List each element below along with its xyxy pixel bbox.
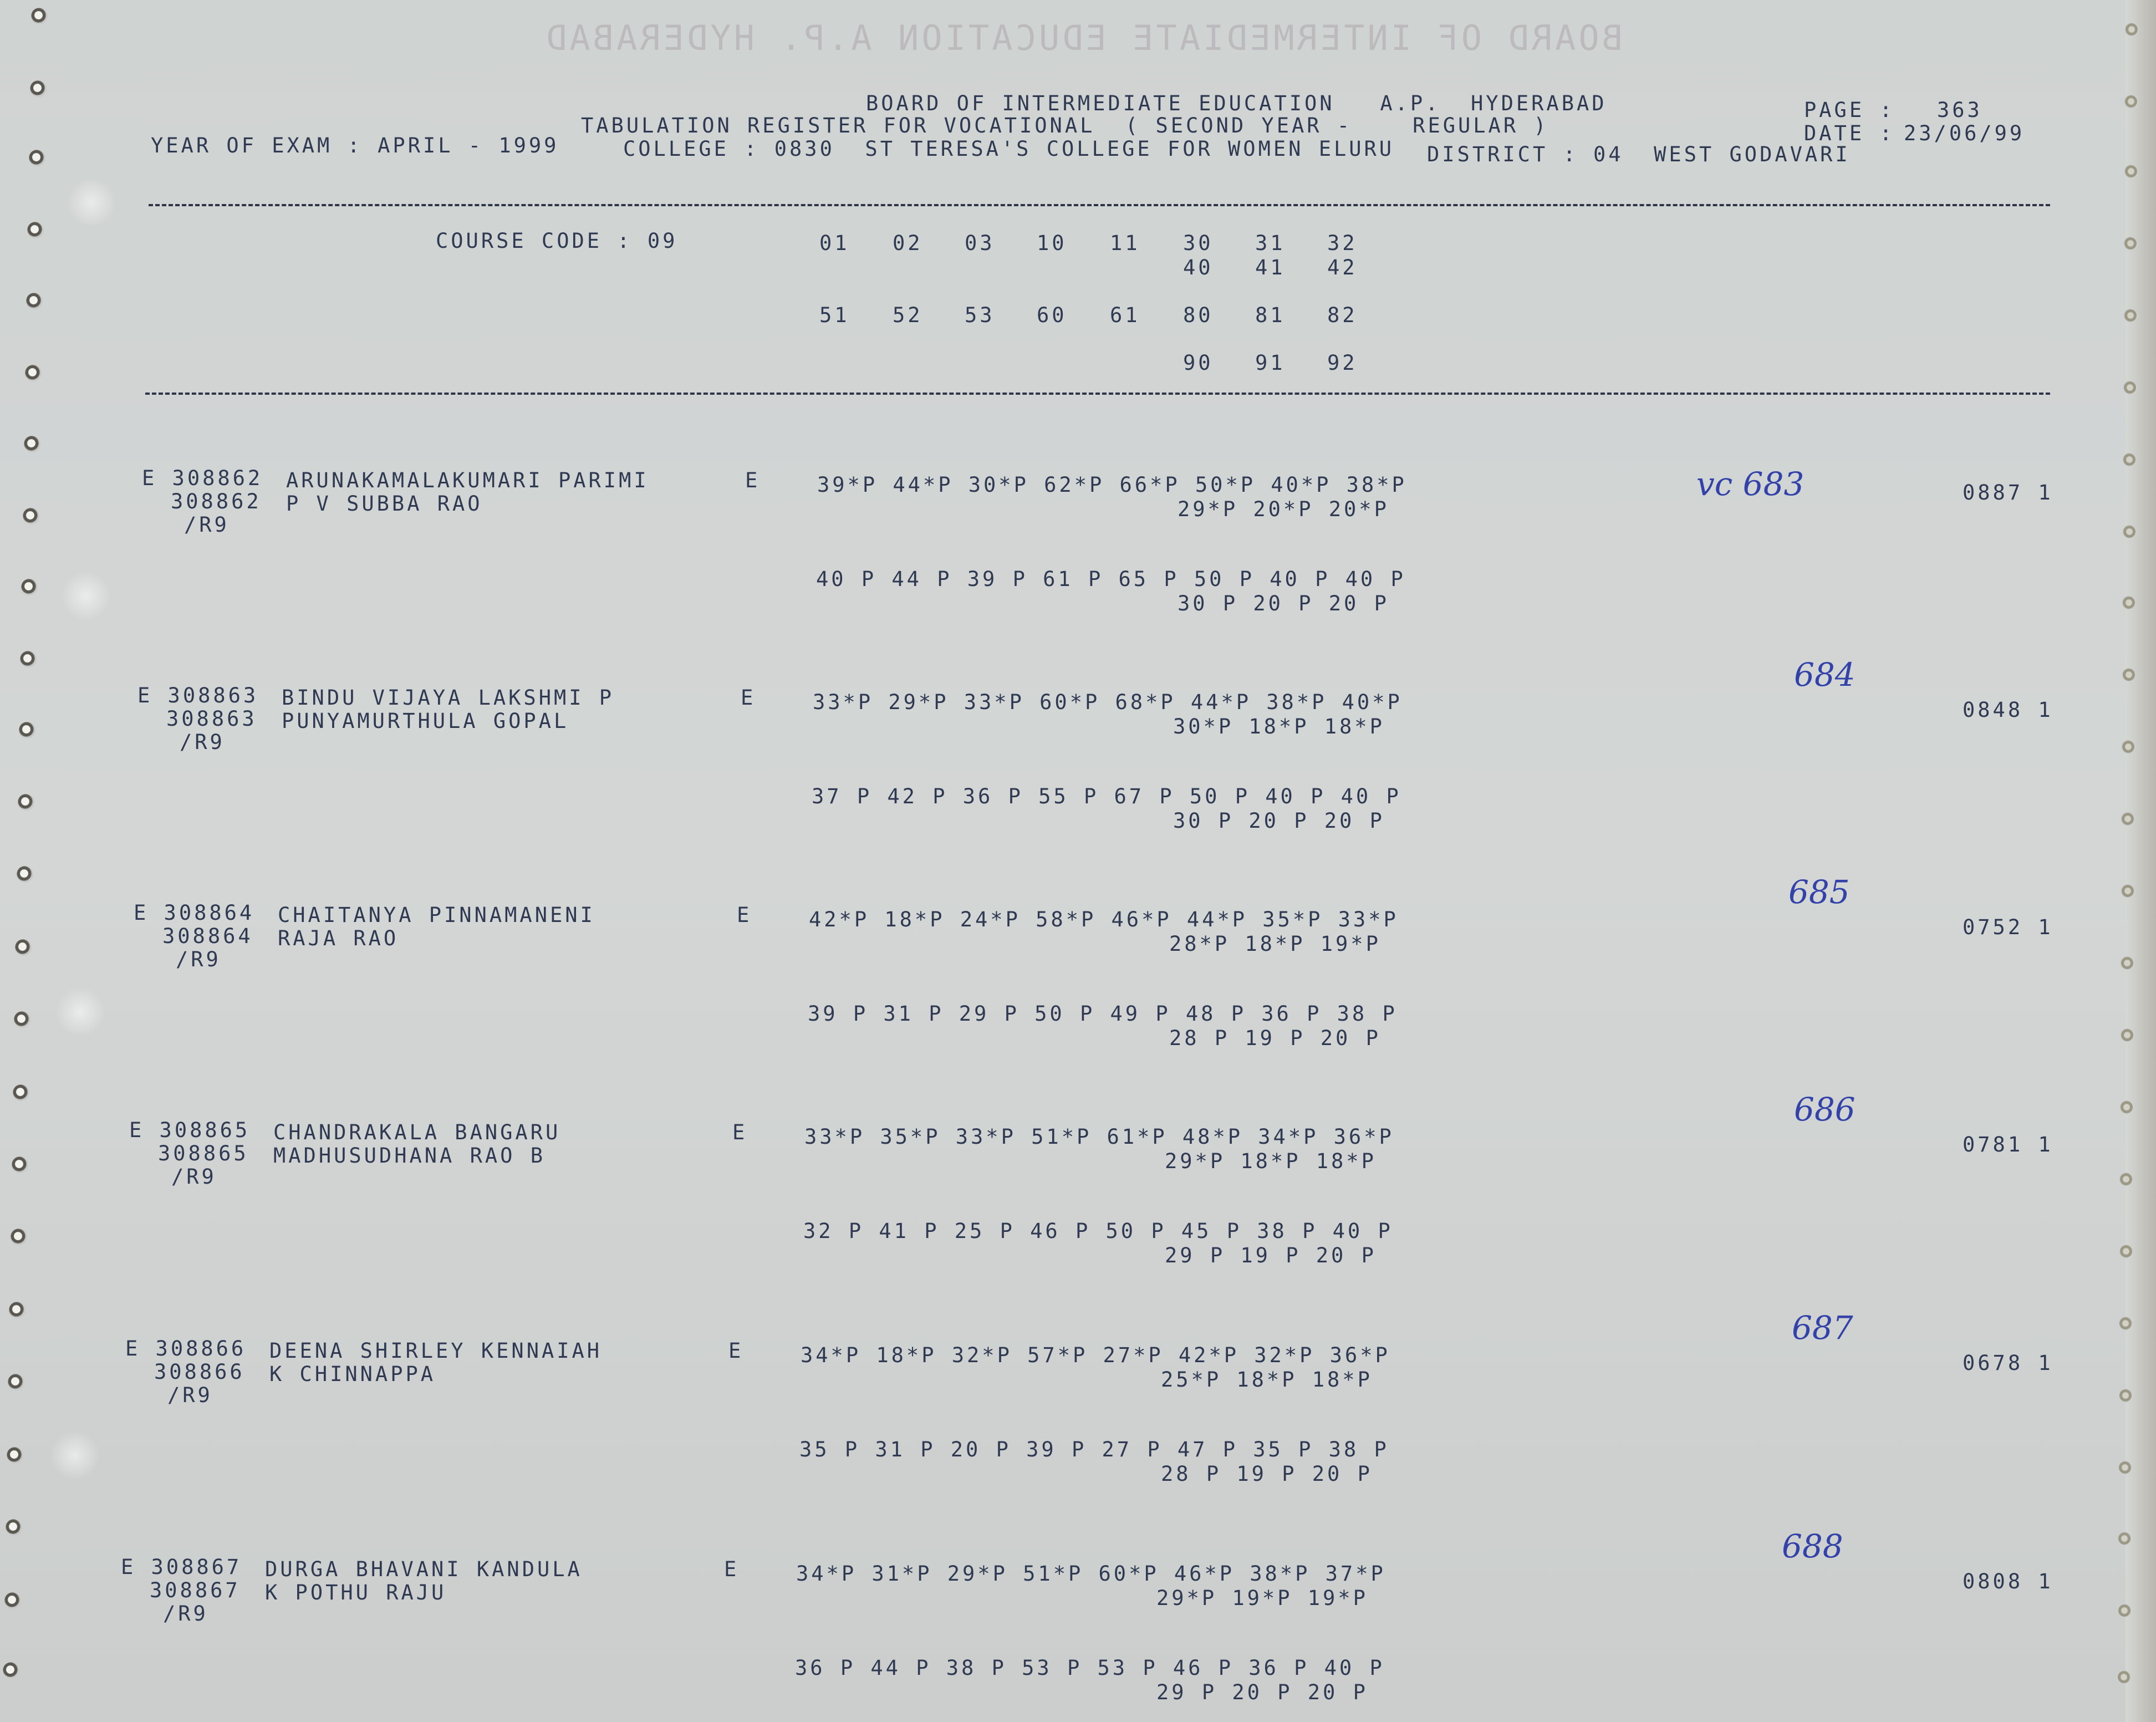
- register-number: E 308864: [134, 901, 255, 925]
- handwritten-serial: 685: [1788, 873, 1850, 911]
- feed-hole: [2118, 1316, 2133, 1331]
- father-name: PUNYAMURTHULA GOPAL: [282, 709, 569, 733]
- marks-row-2: 37 P 42 P 36 P 55 P 67 P 50 P 40 P 40 P: [812, 784, 1401, 808]
- feed-hole: [2118, 1388, 2133, 1403]
- feed-hole: [2122, 452, 2137, 467]
- feed-hole: [13, 1084, 29, 1101]
- course-code: 53: [965, 303, 995, 327]
- student-name: ARUNAKAMALAKUMARI PARIMI: [286, 468, 649, 492]
- result-code: /R9: [176, 947, 221, 971]
- result-code: /R9: [167, 1383, 213, 1407]
- course-code: 81: [1255, 303, 1286, 327]
- feed-hole: [27, 222, 44, 238]
- father-name: RAJA RAO: [278, 926, 399, 950]
- register-number-repeat: 308865: [158, 1142, 249, 1165]
- register-number: E 308865: [129, 1118, 251, 1142]
- feed-hole: [12, 1157, 28, 1173]
- feed-hole: [9, 1302, 26, 1318]
- course-code: 91: [1255, 351, 1286, 375]
- feed-hole: [2123, 380, 2137, 395]
- feed-hole: [2122, 595, 2136, 610]
- feed-hole: [8, 1374, 24, 1390]
- marks-row-2: 32 P 41 P 25 P 46 P 50 P 45 P 38 P 40 P: [803, 1219, 1393, 1243]
- student-name: BINDU VIJAYA LAKSHMI P: [282, 686, 615, 710]
- result-code: /R9: [184, 513, 230, 537]
- course-code: 80: [1183, 303, 1214, 327]
- medium: E: [741, 686, 756, 710]
- course-code: 30: [1183, 231, 1214, 255]
- board-title: BOARD OF INTERMEDIATE EDUCATION A.P. HYDERABAD: [866, 91, 1607, 115]
- course-code: 03: [965, 231, 995, 255]
- student-name: DURGA BHAVANI KANDULA: [265, 1557, 583, 1581]
- medium: E: [732, 1120, 748, 1144]
- marks-row-2b: 29 P 20 P 20 P: [1156, 1680, 1368, 1704]
- feed-hole: [23, 508, 39, 524]
- marks-row-1: 34*P 31*P 29*P 51*P 60*P 46*P 38*P 37*P: [796, 1562, 1386, 1586]
- feed-hole: [2120, 1028, 2134, 1042]
- student-name: DEENA SHIRLEY KENNAIAH: [269, 1339, 603, 1363]
- feed-hole: [14, 1011, 30, 1028]
- course-code: 32: [1327, 231, 1358, 255]
- feed-hole: [6, 1519, 22, 1536]
- course-code: 51: [819, 303, 850, 327]
- feed-hole: [2121, 812, 2135, 826]
- feed-hole: [11, 1229, 27, 1245]
- course-code: 90: [1183, 351, 1214, 375]
- feed-hole: [2121, 884, 2135, 898]
- feed-hole: [25, 365, 42, 381]
- father-name: P V SUBBA RAO: [286, 492, 483, 516]
- total-marks: 0752 1: [1963, 915, 2053, 939]
- feed-hole: [2121, 740, 2135, 754]
- father-name: MADHUSUDHANA RAO B: [273, 1144, 546, 1168]
- handwritten-serial: 687: [1792, 1309, 1853, 1347]
- medium: E: [737, 903, 752, 927]
- course-code: 31: [1255, 231, 1286, 255]
- marks-row-2: 40 P 44 P 39 P 61 P 65 P 50 P 40 P 40 P: [816, 567, 1406, 591]
- handwritten-serial: 684: [1794, 656, 1856, 694]
- register-number: E 308863: [137, 684, 259, 707]
- marks-row-2: 35 P 31 P 20 P 39 P 27 P 47 P 35 P 38 P: [799, 1438, 1389, 1461]
- divider-top: [149, 204, 2050, 206]
- marks-row-2: 39 P 31 P 29 P 50 P 49 P 48 P 36 P 38 P: [808, 1002, 1398, 1026]
- college-line: COLLEGE : 0830 ST TERESA'S COLLEGE FOR WOMEN ELURU: [623, 137, 1395, 161]
- page-number: 363: [1937, 98, 1982, 122]
- feed-hole: [2119, 1244, 2133, 1259]
- total-marks: 0678 1: [1963, 1351, 2053, 1375]
- medium: E: [724, 1557, 740, 1581]
- marks-row-2b: 28 P 19 P 20 P: [1169, 1026, 1381, 1050]
- feed-hole: [7, 1447, 23, 1464]
- student-name: CHANDRAKALA BANGARU: [273, 1120, 561, 1144]
- feed-hole: [2124, 22, 2139, 37]
- feed-hole: [2122, 668, 2136, 682]
- feed-hole: [18, 794, 34, 811]
- handwritten-serial: 688: [1782, 1527, 1843, 1565]
- marks-row-2b: 29 P 19 P 20 P: [1165, 1244, 1377, 1267]
- marks-row-1: 34*P 18*P 32*P 57*P 27*P 42*P 32*P 36*P: [801, 1343, 1390, 1367]
- marks-row-1b: 25*P 18*P 18*P: [1161, 1368, 1373, 1392]
- register-number: E 308867: [121, 1555, 242, 1579]
- marks-row-2b: 30 P 20 P 20 P: [1173, 809, 1385, 833]
- marks-row-1b: 28*P 18*P 19*P: [1169, 932, 1381, 956]
- result-code: /R9: [180, 730, 225, 754]
- register-number-repeat: 308864: [162, 924, 253, 948]
- marks-row-1: 42*P 18*P 24*P 58*P 46*P 44*P 35*P 33*P: [809, 908, 1399, 931]
- feed-hole: [30, 80, 47, 97]
- total-marks: 0781 1: [1963, 1133, 2053, 1157]
- student-name: CHAITANYA PINNAMANENI: [278, 903, 595, 927]
- course-code: 02: [893, 231, 923, 255]
- marks-row-1: 33*P 29*P 33*P 60*P 68*P 44*P 38*P 40*P: [813, 690, 1403, 714]
- feed-hole: [20, 651, 37, 668]
- result-code: /R9: [163, 1602, 208, 1626]
- marks-row-1b: 29*P 18*P 18*P: [1165, 1149, 1377, 1173]
- register-number-repeat: 308862: [171, 490, 262, 513]
- feed-hole: [3, 1662, 19, 1679]
- feed-hole: [2120, 956, 2134, 970]
- feed-hole: [2124, 94, 2138, 109]
- course-code: 40: [1183, 256, 1214, 279]
- marks-row-2b: 28 P 19 P 20 P: [1161, 1462, 1373, 1486]
- course-code: 01: [819, 231, 850, 255]
- total-marks: 0848 1: [1963, 698, 2053, 722]
- handwritten-serial: vc 683: [1696, 465, 1805, 503]
- marks-row-1b: 29*P 19*P 19*P: [1156, 1586, 1368, 1610]
- register-number-repeat: 308867: [150, 1578, 241, 1602]
- page-label: PAGE :: [1804, 98, 1895, 122]
- total-marks: 0808 1: [1963, 1570, 2053, 1593]
- medium: E: [728, 1339, 744, 1363]
- feed-hole: [2117, 1670, 2131, 1684]
- register-number: E 308862: [142, 466, 263, 490]
- course-code: 60: [1037, 303, 1067, 327]
- feed-hole: [2123, 308, 2138, 323]
- feed-hole: [15, 939, 32, 956]
- bleed-through-text: BOARD OF INTERMEDIATE EDUCATION A.P. HYDERABAD: [543, 18, 1623, 58]
- register-title: TABULATION REGISTER FOR VOCATIONAL ( SECOND YEAR - REGULAR ): [581, 114, 1549, 137]
- course-code: 42: [1327, 256, 1358, 279]
- register-number: E 308866: [125, 1337, 247, 1361]
- father-name: K CHINNAPPA: [269, 1362, 436, 1386]
- course-code: 11: [1110, 231, 1140, 255]
- paper-smudge: [50, 1430, 100, 1480]
- handwritten-serial: 686: [1794, 1091, 1856, 1128]
- feed-hole: [21, 579, 38, 595]
- course-code: 10: [1037, 231, 1067, 255]
- marks-row-2: 36 P 44 P 38 P 53 P 53 P 46 P 36 P 40 P: [795, 1656, 1385, 1680]
- marks-row-1b: 29*P 20*P 20*P: [1178, 497, 1389, 521]
- marks-row-1: 33*P 35*P 33*P 51*P 61*P 48*P 34*P 36*P: [804, 1125, 1394, 1149]
- date-label: DATE :: [1804, 121, 1895, 145]
- course-code: 52: [893, 303, 923, 327]
- divider-bottom: [145, 393, 2050, 395]
- feed-hole: [29, 150, 45, 166]
- marks-row-1: 39*P 44*P 30*P 62*P 66*P 50*P 40*P 38*P: [817, 473, 1407, 497]
- father-name: K POTHU RAJU: [265, 1581, 447, 1604]
- marks-row-1b: 30*P 18*P 18*P: [1173, 715, 1385, 738]
- total-marks: 0887 1: [1963, 481, 2053, 505]
- paper-smudge: [67, 177, 116, 227]
- feed-hole: [2124, 164, 2138, 179]
- feed-hole: [31, 8, 48, 24]
- report-date: 23/06/99: [1904, 121, 2025, 145]
- feed-hole: [2119, 1172, 2133, 1186]
- course-code: 61: [1110, 303, 1140, 327]
- register-number-repeat: 308866: [154, 1360, 245, 1384]
- year-of-exam: YEAR OF EXAM : APRIL - 1999: [151, 134, 559, 157]
- result-code: /R9: [171, 1165, 217, 1189]
- feed-hole: [2118, 1460, 2132, 1475]
- marks-row-2b: 30 P 20 P 20 P: [1178, 592, 1389, 615]
- feed-hole: [2123, 236, 2138, 251]
- feed-hole: [2119, 1100, 2134, 1114]
- feed-hole: [26, 293, 43, 309]
- feed-hole: [4, 1592, 21, 1609]
- feed-hole: [2117, 1531, 2132, 1546]
- course-code: 92: [1327, 351, 1358, 375]
- course-code: 82: [1327, 303, 1358, 327]
- feed-hole: [17, 866, 33, 883]
- medium: E: [745, 468, 761, 492]
- paper-smudge: [55, 987, 105, 1037]
- feed-hole: [2117, 1603, 2132, 1618]
- paper-smudge: [61, 571, 111, 621]
- feed-hole: [19, 722, 35, 738]
- register-number-repeat: 308863: [166, 707, 257, 731]
- course-code-label: COURSE CODE : 09: [436, 229, 678, 253]
- feed-hole: [24, 436, 40, 452]
- course-code: 41: [1255, 256, 1286, 279]
- district-line: DISTRICT : 04 WEST GODAVARI: [1427, 142, 1851, 166]
- feed-hole: [2122, 524, 2137, 539]
